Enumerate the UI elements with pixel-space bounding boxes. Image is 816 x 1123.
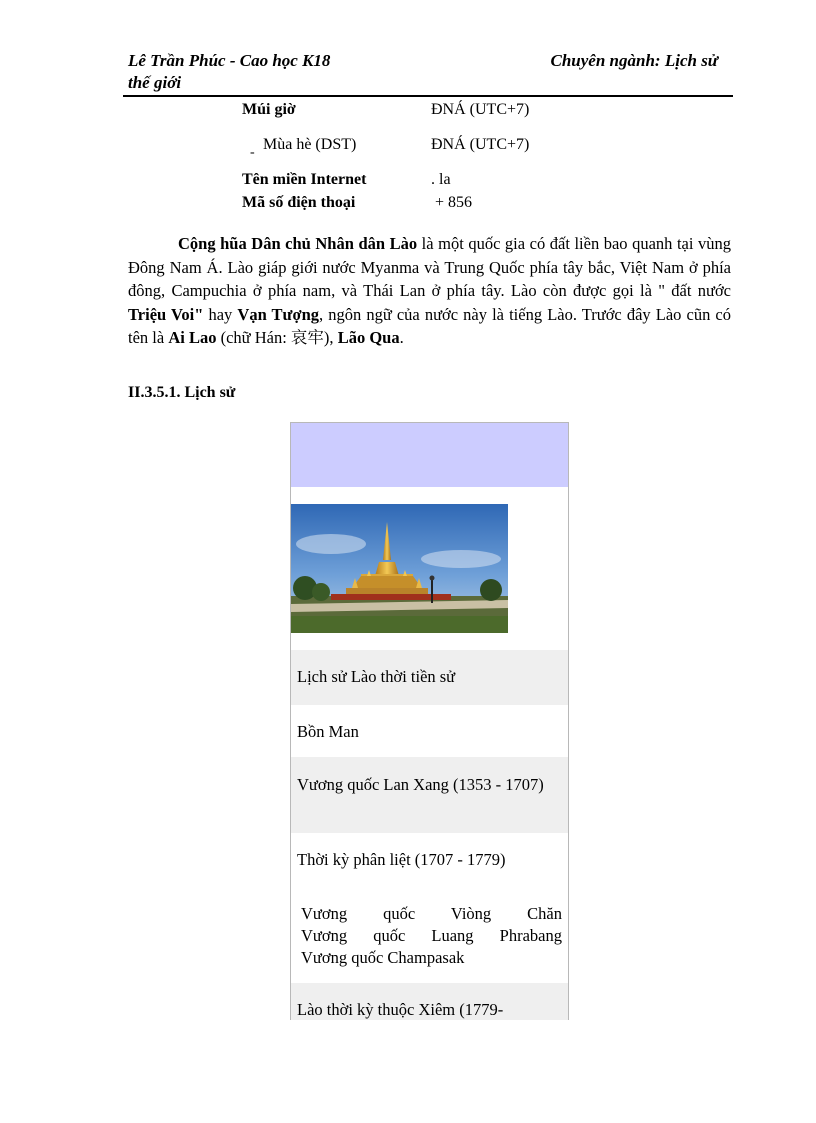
header-divider bbox=[123, 95, 733, 97]
bullet-dash: - bbox=[250, 145, 255, 160]
history-item: Lào thời kỳ thuộc Xiêm (1779- bbox=[291, 983, 568, 1020]
section-title: II.3.5.1. Lịch sử bbox=[128, 384, 236, 401]
history-subitems: Vương quốc Viòng Chăn Vương quốc Luang Phrabang Vương quốc Champasak bbox=[301, 904, 562, 967]
info-value-dst: ĐNÁ (UTC+7) bbox=[431, 136, 530, 153]
header-major: Chuyên ngành: Lịch sử bbox=[550, 51, 718, 70]
header-author: Lê Trần Phúc - Cao học K18 thế giới bbox=[128, 51, 331, 92]
intro-paragraph: Cộng hũa Dân chủ Nhân dân Lào là một quốc gia có đất liền bao quanh tại vùng Đông Nam Á. Lào giáp giới nước Myanma và Trung Quốc phía tây bắc, Việt Nam ở phía đông, Campuchia ở phía nam, và Thái Lan ở phía tây. Lào còn được gọi là " đất nước Triệu Voi" hay Vạn Tượng, ngôn ngữ của nước này là tiếng Lào. Trước đây Lào cũn có tên là Ai Lao (chữ Hán: 哀牢), Lão Qua. bbox=[128, 234, 732, 347]
history-infobox bbox=[290, 422, 569, 1020]
info-value-timezone: ĐNÁ (UTC+7) bbox=[431, 101, 530, 118]
info-label-timezone: Múi giờ bbox=[242, 101, 296, 118]
info-label-domain: Tên miền Internet bbox=[242, 171, 367, 188]
info-label-dst: Mùa hè (DST) bbox=[263, 136, 357, 153]
infobox-header bbox=[291, 423, 568, 487]
history-item: Thời kỳ phân liệt (1707 - 1779) bbox=[297, 850, 506, 869]
that-luang-photo bbox=[291, 504, 508, 633]
info-label-phone: Mã số điện thoại bbox=[242, 194, 356, 211]
history-item: Bồn Man bbox=[297, 722, 359, 741]
info-value-phone: + 856 bbox=[435, 194, 473, 211]
history-item: Lịch sử Lào thời tiền sử bbox=[291, 650, 568, 705]
info-value-domain: . la bbox=[431, 171, 451, 188]
history-item: Vương quốc Lan Xang (1353 - 1707) bbox=[291, 757, 568, 833]
